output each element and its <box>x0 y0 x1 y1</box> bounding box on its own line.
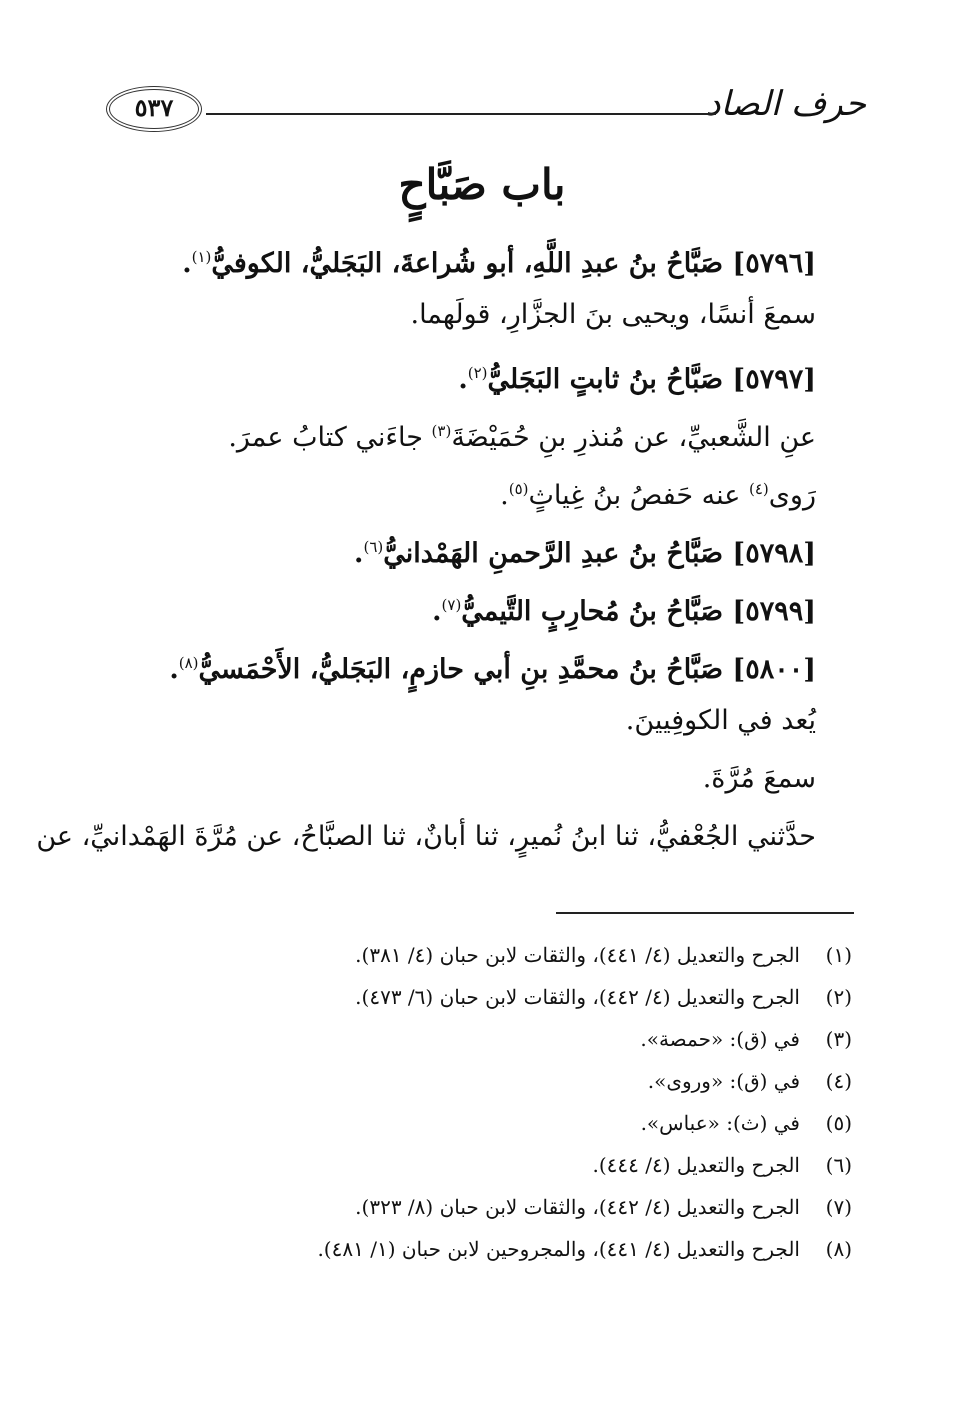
entry-number: [٥٧٩٦] <box>732 248 816 279</box>
entry-5797 <box>96 344 816 402</box>
footnote-text: في (ق): «وروى». <box>647 1069 800 1093</box>
entry-name: صَبَّاحُ بنُ ثابتٍ البَجَليُّ <box>487 364 724 395</box>
entry-end: . <box>432 596 442 627</box>
footnote <box>212 976 852 1018</box>
entry-end: . <box>169 654 179 685</box>
entry-end: . <box>182 248 192 279</box>
entry-number: [٥٧٩٧] <box>732 364 816 395</box>
footnote-ref: (٢) <box>467 364 488 382</box>
narration-text: حدَّثني الجُعْفيُّ، ثنا ابنُ نُميرٍ، ثنا أبانٌ، ثنا الصبَّاحُ، عن مُرَّةَ الهَمْدانيِّ، عن <box>36 821 816 852</box>
narration-text: عنِ الشَّعبيِّ، عن مُنذرِ بنِ حُمَيْضَةَ <box>451 422 816 453</box>
footnote-ref: (٤) <box>749 480 769 498</box>
footnote <box>212 934 852 976</box>
footnote-number: (٧) <box>825 1195 852 1219</box>
footnote-ref: (٦) <box>363 538 384 556</box>
page-number: ٥٣٧ <box>106 86 202 132</box>
footnote-text: الجرح والتعديل (٤/ ٤٤١)، والثقات لابن حبان (٤/ ٣٨١). <box>355 943 800 967</box>
entry-name: صَبَّاحُ بنُ عبدِ الرَّحمنِ الهَمْدانيُّ <box>383 538 724 569</box>
entry-name: صَبَّاحُ بنُ محمَّدِ بنِ أبي حازمٍ، البَجَليُّ، الأَحْمَسيُّ <box>198 654 724 685</box>
narration-text: سمعَ مُرَّةَ. <box>702 763 816 794</box>
entry-5800 <box>96 634 816 692</box>
footnote <box>212 1060 852 1102</box>
footnote <box>212 1186 852 1228</box>
footnote-ref: (٣) <box>431 422 452 440</box>
header-rule <box>206 113 716 115</box>
footnote-rule <box>556 912 854 914</box>
page-header <box>106 80 866 136</box>
footnote-text: الجرح والتعديل (٤/ ٤٤٢)، والثقات لابن حبان (٨/ ٣٢٣). <box>355 1195 800 1219</box>
body-text <box>36 228 816 866</box>
entry-5799 <box>96 576 816 634</box>
footnote-number: (٤) <box>825 1069 852 1093</box>
narration-text: سمعَ أنسًا، ويحيى بنَ الجزَّارِ، قولَهما. <box>410 299 816 330</box>
entry-number: [٥٨٠٠] <box>732 654 816 685</box>
footnote-text: في (ق): «حمصة». <box>640 1027 800 1051</box>
chapter-title: باب صَبَّاحٍ <box>398 160 566 209</box>
entry-end: . <box>354 538 364 569</box>
narration-text: يُعد في الكوفِيينَ. <box>625 705 816 736</box>
narration-line <box>96 460 816 518</box>
footnote-text: في (ث): «عباس». <box>640 1111 800 1135</box>
entry-5798 <box>96 518 816 576</box>
footnote-number: (٨) <box>825 1237 852 1261</box>
entry-name: صَبَّاحُ بنُ عبدِ اللَّهِ، أبو شُراعةَ، البَجَليُّ، الكوفيُّ <box>211 248 724 279</box>
footnote-ref: (٧) <box>441 596 462 614</box>
narration-end: . <box>500 480 509 511</box>
narration-line <box>96 750 816 808</box>
narration-line <box>36 808 816 866</box>
entry-end: . <box>458 364 468 395</box>
footnotes <box>212 934 852 1270</box>
narration-text: رَوى <box>768 480 816 511</box>
entry-number: [٥٧٩٨] <box>732 538 816 569</box>
running-title: حرف الصاد <box>705 84 866 124</box>
footnote <box>212 1144 852 1186</box>
footnote-text: الجرح والتعديل (٤/ ٤٤٢)، والثقات لابن حبان (٦/ ٤٧٣). <box>355 985 800 1009</box>
footnote <box>212 1228 852 1270</box>
footnote-text: الجرح والتعديل (٤/ ٤٤١)، والمجروحين لابن حبان (١/ ٤٨١). <box>317 1237 800 1261</box>
entry-number: [٥٧٩٩] <box>732 596 816 627</box>
footnote-ref: (٨) <box>178 654 199 672</box>
footnote-number: (١) <box>825 943 852 967</box>
footnote-ref: (١) <box>191 248 212 266</box>
narration-line <box>96 402 816 460</box>
narration-middle: عنه حَفصُ بنُ غِياثٍ <box>528 480 749 511</box>
entry-name: صَبَّاحُ بنُ مُحارِبٍ التَّيميُّ <box>461 596 724 627</box>
narration-end: جاءَني كتابُ عمرَ. <box>228 422 432 453</box>
narration-line <box>96 692 816 750</box>
footnote-number: (٣) <box>825 1027 852 1051</box>
footnote-number: (٥) <box>825 1111 852 1135</box>
footnote-text: الجرح والتعديل (٤/ ٤٤٤). <box>592 1153 800 1177</box>
footnote <box>212 1018 852 1060</box>
narration-line <box>96 286 816 344</box>
footnote <box>212 1102 852 1144</box>
footnote-ref: (٥) <box>508 480 529 498</box>
entry-5796 <box>96 228 816 286</box>
footnote-number: (٢) <box>825 985 852 1009</box>
footnote-number: (٦) <box>825 1153 852 1177</box>
